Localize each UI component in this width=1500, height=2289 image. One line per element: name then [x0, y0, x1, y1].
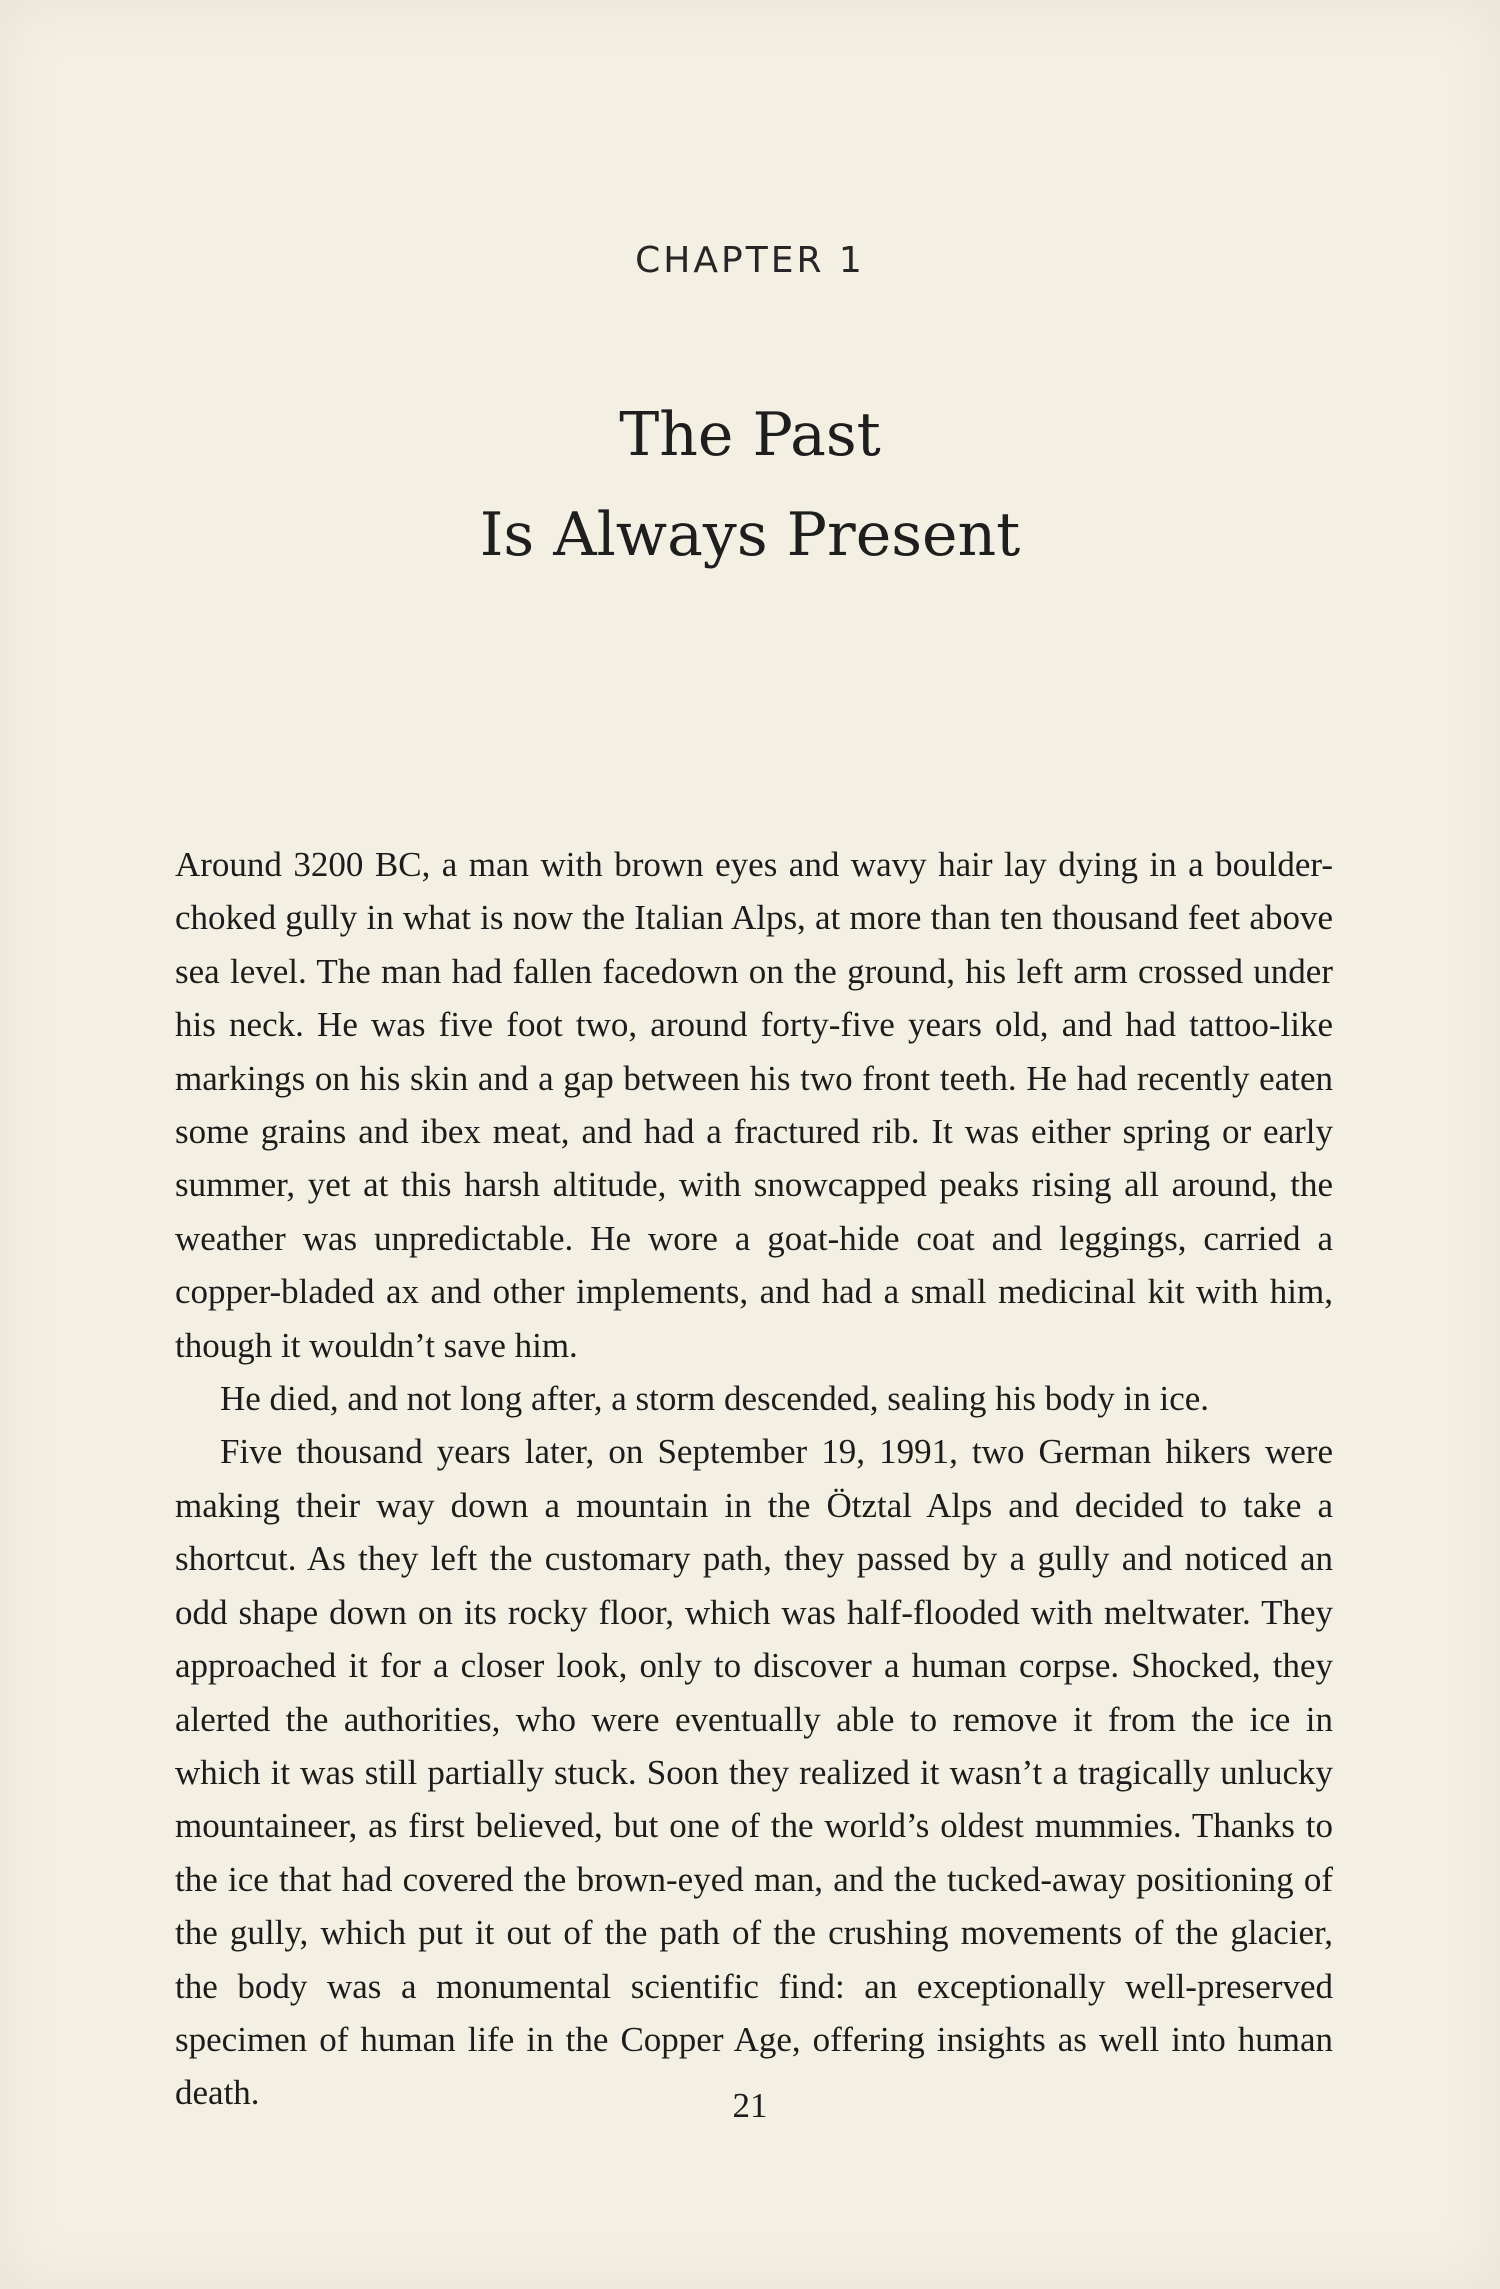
paragraph: Five thousand years later, on September 19, 1991, two German hikers were making their way down a mountain in the Ötztal Alps and decided to take a shortcut. As they left the customary path, they passed by a gully and noticed an odd shape down on its rocky floor, which was half-flooded with meltwater. They approached it for a closer look, only to discover a human corpse. Shocked, they alerted the authorities, who were eventually able to remove it from the ice in which it was still partially stuck. Soon they realized it wasn’t a tragically unlucky mountaineer, as first believed, but one of the world’s oldest mummies. Thanks to the ice that had covered the brown-eyed man, and the tucked-away positioning of the gully, which put it out of the path of the crushing movements of the glacier, the body was a monumental scientific find: an exceptionally well-preserved specimen of human life in the Copper Age, offering insights as well into human death. — [175, 1432, 1333, 2113]
page-number: 21 — [732, 2086, 768, 2125]
paragraph: Around 3200 BC, a man with brown eyes and wavy hair lay dying in a boulder-choked gully in what is now the Italian Alps, at more than ten thousand feet above sea level. The man had fallen facedown on the ground, his left arm crossed under his neck. He was five foot two, around forty-five years old, and had tattoo-like markings on his skin and a gap between his two front teeth. He had recently eaten some grains and ibex meat, and had a fractured rib. It was either spring or early summer, yet at this harsh altitude, with snowcapped peaks rising all around, the weather was unpredictable. He wore a goat-hide coat and leggings, carried a copper-bladed ax and other implements, and had a small medicinal kit with him, though it wouldn’t save him. — [175, 845, 1333, 1365]
chapter-title-line-1: The Past — [619, 400, 881, 470]
body-text — [175, 838, 1333, 2120]
paragraph: He died, and not long after, a storm descended, sealing his body in ice. — [220, 1379, 1210, 1419]
chapter-title — [0, 385, 1500, 585]
chapter-title-line-2: Is Always Present — [479, 500, 1021, 570]
chapter-number: CHAPTER 1 — [635, 240, 865, 281]
